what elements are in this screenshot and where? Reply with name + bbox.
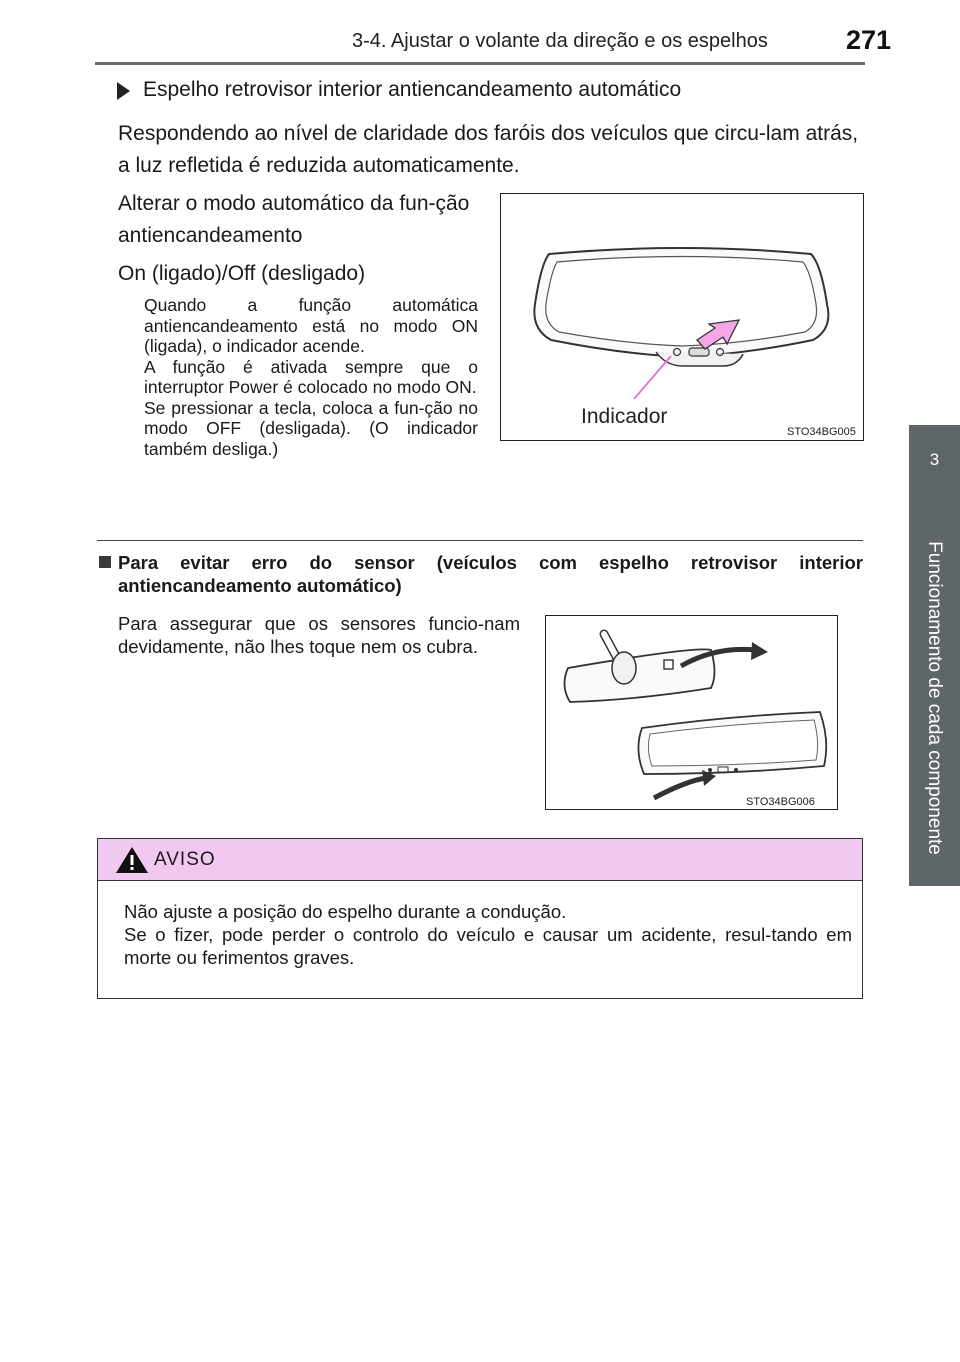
warning-box	[97, 838, 863, 999]
header-section-title: 3-4. Ajustar o volante da direção e os espelhos	[352, 30, 768, 52]
chapter-number: 3	[929, 450, 940, 469]
page-number: 271	[846, 25, 892, 55]
instruction-subtitle: On (ligado)/Off (desligado)	[118, 262, 366, 285]
section-divider	[97, 540, 863, 541]
mirror-illustration	[501, 194, 863, 440]
instruction-body: Quando a função automática antiencandeamento está no modo ON (ligada), o indicador acende. A função é ativada sempre que o interruptor Power é colocado no modo ON. Se pressionar a tecla, coloca a fun-ção no modo OFF (desligada). (O indicador também desliga.)	[144, 295, 478, 459]
mirror-figure	[500, 193, 864, 441]
sensor-section-body: Para assegurar que os sensores funcio-nam devidamente, não lhes toque nem os cubra.	[118, 613, 520, 657]
sensor-illustration	[546, 616, 837, 809]
chapter-label: Funcionamento de cada componente	[924, 541, 945, 855]
instruction-title: Alterar o modo automático da fun-ção antiencandeamento	[118, 192, 470, 247]
figure1-code: STO34BG005	[787, 426, 856, 438]
section-square-icon	[99, 556, 111, 568]
figure2-code: STO34BG006	[746, 796, 815, 808]
warning-triangle-icon	[115, 846, 149, 874]
warning-header	[98, 839, 862, 881]
section-heading: Espelho retrovisor interior antiencandeamento automático	[143, 78, 682, 101]
bullet-arrow-icon	[117, 82, 130, 100]
header-rule	[95, 62, 865, 65]
sensor-figure	[545, 615, 838, 810]
warning-title: AVISO	[154, 849, 216, 870]
intro-paragraph: Respondendo ao nível de claridade dos faróis dos veículos que circu-lam atrás, a luz refletida é reduzida automaticamente.	[118, 122, 859, 177]
warning-body: Não ajuste a posição do espelho durante a condução. Se o fizer, pode perder o controlo do veículo e causar um acidente, resul-tando em morte ou ferimentos graves.	[124, 901, 852, 968]
instruction-block	[118, 188, 480, 290]
sensor-section-title: Para evitar erro do sensor (veículos com espelho retrovisor interior antiencandeamento automático)	[118, 552, 863, 596]
indicator-callout: Indicador	[581, 405, 668, 428]
